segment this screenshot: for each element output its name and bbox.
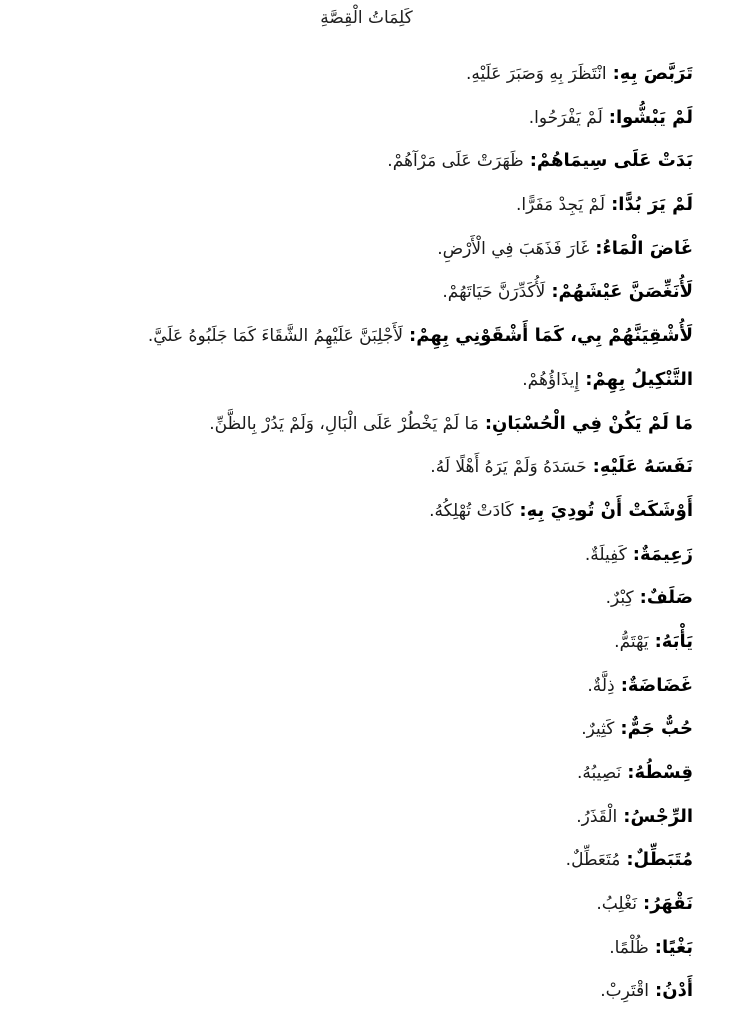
meaning: كَادَتْ تُهْلِكُهُ.: [429, 500, 514, 521]
list-item: الرِّجْسُ:الْقَذَرُ.: [576, 805, 693, 827]
meaning: لَأُكَدِّرَنَّ حَيَاتَهُمْ.: [442, 282, 546, 303]
list-item: لَأُشْقِيَنَّهُمْ بِي، كَمَا أَشْقَوْنِي بِهِمْ:لَأَجْلِبَنَّ عَلَيْهِمُ الشَّقَاءَ كَمَا جَلَبُوهُ عَلَيَّ.: [147, 325, 693, 347]
list-item: نَفَسَهُ عَلَيْهِ:حَسَدَهُ وَلَمْ يَرَهُ أَهْلًا لَهُ.: [430, 456, 693, 478]
vocabulary-list: [13, 56, 693, 1017]
term: لَأُشْقِيَنَّهُمْ بِي، كَمَا أَشْقَوْنِي بِهِمْ: [416, 325, 693, 347]
term: أَوْشَكَتْ أَنْ تُودِيَ بِهِ: [526, 499, 693, 521]
term: قِسْطُهُ: [634, 762, 693, 783]
list-item: لَمْ يَرَ بُدًّا:لَمْ يَجِدْ مَفَرًّا.: [515, 194, 693, 216]
list-item: التَّنْكِيلُ بِهِمْ:إِيذَاؤُهُمْ.: [522, 368, 693, 390]
list-item: مَا لَمْ يَكُنْ فِي الْحُسْبَانِ:مَا لَمْ يَخْطُرْ عَلَى الْبَالِ، وَلَمْ يَدُرْ بِالظَّنِّ.: [209, 412, 693, 434]
list-item: غَضَاضَةٌ:ذِلَّةٌ.: [587, 674, 693, 696]
term: أَدْنُ: [662, 980, 693, 1002]
term: لَمْ يَبْشُّوا: [615, 106, 693, 128]
meaning: إِيذَاؤُهُمْ.: [522, 369, 580, 390]
list-item: قِسْطُهُ:نَصِيبُهُ.: [576, 762, 693, 783]
meaning: كَثِيرٌ.: [581, 719, 615, 740]
term: التَّنْكِيلُ بِهِمْ: [592, 368, 693, 390]
meaning: ذِلَّةٌ.: [587, 675, 615, 696]
meaning: مَا لَمْ يَخْطُرْ عَلَى الْبَالِ، وَلَمْ يَدُرْ بِالظَّنِّ.: [209, 413, 479, 434]
list-item: مُتَبَطِّلٌ:مُتَعَطِّلٌ.: [565, 849, 693, 871]
meaning: حَسَدَهُ وَلَمْ يَرَهُ أَهْلًا لَهُ.: [430, 457, 587, 478]
list-item: تَرَبَّصَ بِهِ:انْتَظَرَ بِهِ وَصَبَرَ عَلَيْهِ.: [466, 63, 693, 84]
list-item: غَاضَ الْمَاءُ:غَارَ فَذَهَبَ فِي الْأَرْضِ.: [437, 237, 693, 259]
term: زَعِيمَةٌ: [640, 543, 693, 565]
meaning: غَارَ فَذَهَبَ فِي الْأَرْضِ.: [437, 238, 590, 259]
term: بَغْيًا: [661, 936, 693, 958]
meaning: نَغْلِبُ.: [596, 894, 637, 915]
meaning: لَمْ يَفْرَحُوا.: [528, 107, 603, 128]
term: نَقْهَرُ: [650, 893, 693, 915]
meaning: كَفِيلَةٌ.: [584, 544, 627, 565]
meaning: مُتَعَطِّلٌ.: [565, 850, 621, 871]
meaning: لَمْ يَجِدْ مَفَرًّا.: [515, 195, 606, 216]
meaning: نَصِيبُهُ.: [576, 763, 622, 783]
meaning: ظُلْمًا.: [609, 937, 649, 958]
term: لَأُنَغِّصَنَّ عَيْشَهُمْ: [558, 281, 693, 303]
meaning: انْتَظَرَ بِهِ وَصَبَرَ عَلَيْهِ.: [466, 64, 607, 84]
term: تَرَبَّصَ بِهِ: [619, 63, 693, 84]
list-item: حُبٌّ جَمٌّ:كَثِيرٌ.: [581, 718, 693, 740]
list-item: أَدْنُ:اقْتَرِبْ.: [600, 980, 693, 1002]
term: بَدَتْ عَلَى سِيمَاهُمْ: [536, 150, 693, 172]
term: مَا لَمْ يَكُنْ فِي الْحُسْبَانِ: [492, 412, 693, 434]
list-item: نَقْهَرُ:نَغْلِبُ.: [596, 893, 693, 915]
term: غَاضَ الْمَاءُ: [602, 237, 693, 259]
term: صَلَفٌ: [646, 587, 693, 609]
term: نَفَسَهُ عَلَيْهِ: [599, 456, 693, 478]
list-item: بَدَتْ عَلَى سِيمَاهُمْ:ظَهَرَتْ عَلَى مَرْآهُمْ.: [387, 150, 693, 172]
list-item: يَأْبَهُ:يَهْتَمُّ.: [614, 630, 693, 652]
meaning: كِبْرٌ.: [605, 588, 634, 609]
list-item: صَلَفٌ:كِبْرٌ.: [605, 587, 693, 609]
meaning: اقْتَرِبْ.: [600, 981, 650, 1002]
page-title: كَلِمَاتُ الْقِصَّةِ: [320, 8, 413, 28]
term: يَأْبَهُ: [661, 630, 693, 652]
meaning: الْقَذَرُ.: [576, 806, 618, 827]
term: الرِّجْسُ: [630, 805, 693, 827]
term: غَضَاضَةٌ: [627, 674, 693, 696]
term: حُبٌّ جَمٌّ: [627, 718, 693, 740]
list-item: لَأُنَغِّصَنَّ عَيْشَهُمْ:لَأُكَدِّرَنَّ حَيَاتَهُمْ.: [442, 281, 693, 303]
list-item: زَعِيمَةٌ:كَفِيلَةٌ.: [584, 543, 693, 565]
list-item: أَوْشَكَتْ أَنْ تُودِيَ بِهِ:كَادَتْ تُهْلِكُهُ.: [429, 499, 693, 521]
meaning: يَهْتَمُّ.: [614, 631, 649, 652]
meaning: لَأَجْلِبَنَّ عَلَيْهِمُ الشَّقَاءَ كَمَا جَلَبُوهُ عَلَيَّ.: [147, 326, 404, 347]
term: لَمْ يَرَ بُدًّا: [618, 194, 693, 216]
meaning: ظَهَرَتْ عَلَى مَرْآهُمْ.: [387, 151, 524, 172]
list-item: بَغْيًا:ظُلْمًا.: [609, 936, 693, 958]
term: مُتَبَطِّلٌ: [633, 849, 693, 871]
list-item: لَمْ يَبْشُّوا:لَمْ يَفْرَحُوا.: [528, 106, 693, 128]
